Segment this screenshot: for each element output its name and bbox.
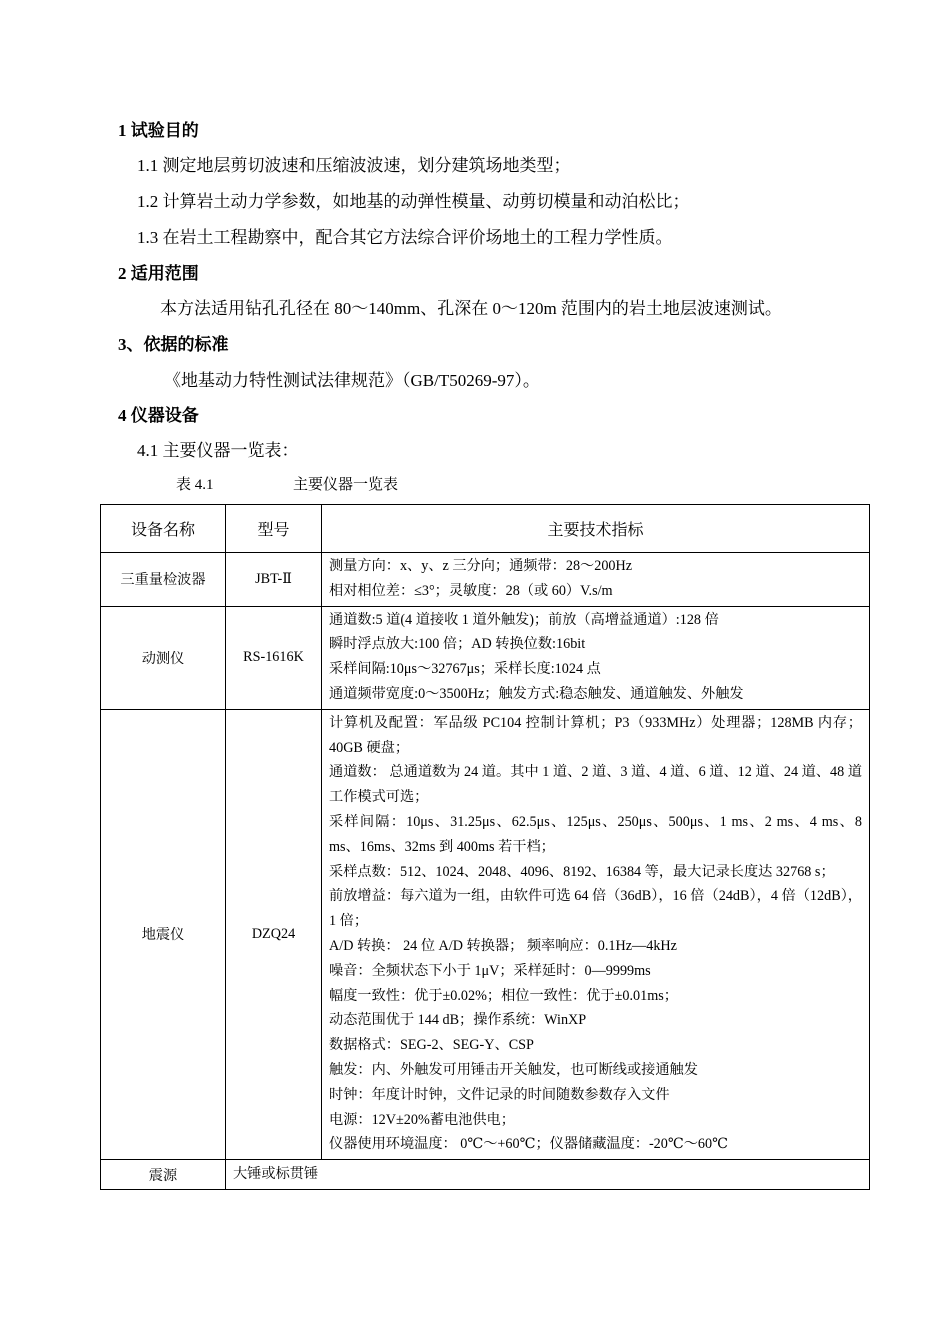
section-3-heading: 3、依据的标准: [118, 335, 229, 354]
equipment-name-cell: 震源: [101, 1160, 226, 1190]
equipment-table: [100, 504, 870, 1190]
section-3-text: 《地基动力特性测试法律规范》（GB/T50269-97）。: [164, 371, 540, 390]
table-row: [101, 1160, 870, 1190]
model-cell: DZQ24: [226, 709, 322, 1159]
spec-line: 计算机及配置：军品级 PC104 控制计算机；P3（933MHz）处理器；128MB 内存；40GB 硬盘；: [329, 714, 862, 756]
specs-cell: [322, 709, 870, 1159]
table-caption-number: 表 4.1: [176, 477, 214, 493]
spec-line: 通道数： 总通道数为 24 道。其中 1 道、2 道、3 道、4 道、6 道、12 道、24 道、48 道工作模式可选；: [329, 764, 862, 806]
specs-cell: [322, 553, 870, 607]
spec-line: 采样间隔:10μs～32767μs；采样长度:1024 点: [329, 661, 601, 678]
table-caption-title: 主要仪器一览表: [293, 477, 399, 493]
equipment-name-cell: 地震仪: [101, 709, 226, 1159]
spec-line: 幅度一致性：优于±0.02%；相位一致性：优于±0.01ms；: [329, 987, 678, 1004]
table-header-row: [101, 505, 870, 553]
equipment-name-cell: 三重量检波器: [101, 553, 226, 607]
header-model: 型号: [226, 505, 322, 553]
spec-line: 通道数:5 道(4 道接收 1 道外触发)；前放（高增益通道）:128 倍: [329, 611, 719, 628]
section-4-heading: 4 仪器设备: [118, 406, 199, 425]
spec-line: 测量方向：x、y、z 三分向；通频带：28～200Hz: [329, 558, 633, 574]
spec-line: 采样点数：512、1024、2048、4096、8192、16384 等，最大记录长度达 32768 s；: [329, 863, 835, 880]
spec-line: A/D 转换： 24 位 A/D 转换器； 频率响应：0.1Hz—4kHz: [329, 937, 677, 954]
table-row: [101, 553, 870, 607]
spec-line: 数据格式：SEG-2、SEG-Y、CSP: [329, 1037, 534, 1054]
spec-line: 触发：内、外触发可用锤击开关触发，也可断线或接通触发: [329, 1061, 698, 1078]
section-2-heading: 2 适用范围: [118, 264, 199, 283]
table-row: [101, 709, 870, 1159]
spec-line: 通道频带宽度:0～3500Hz；触发方式:稳态触发、通道触发、外触发: [329, 685, 744, 702]
header-equipment-name: 设备名称: [101, 505, 226, 553]
specs-cell: [322, 606, 870, 709]
source-value-cell: 大锤或标贯锤: [226, 1160, 870, 1190]
spec-line: 瞬时浮点放大:100 倍；AD 转换位数:16bit: [329, 636, 586, 653]
header-specs: 主要技术指标: [322, 505, 870, 553]
table-row: [101, 606, 870, 709]
spec-line: 仪器使用环境温度： 0℃～+60℃；仪器储藏温度：-20℃～60℃: [329, 1136, 728, 1153]
model-cell: RS-1616K: [226, 606, 322, 709]
spec-line: 采样间隔：10μs、31.25μs、62.5μs、125μs、250μs、500μs、1 ms、2 ms、4 ms、8 ms、16ms、32ms 到 400ms 若干档；: [329, 813, 862, 855]
spec-line: 时钟：年度计时钟，文件记录的时间随数参数存入文件: [329, 1086, 670, 1103]
section-1-heading: 1 试验目的: [118, 121, 199, 140]
equipment-name-cell: 动测仪: [101, 606, 226, 709]
spec-line: 电源：12V±20%蓄电池供电；: [329, 1111, 515, 1128]
spec-line: 相对相位差：≤3°；灵敏度：28（或 60）V.s/m: [329, 582, 613, 599]
spec-line: 前放增益：每六道为一组，由软件可选 64 倍（36dB），16 倍（24dB），4 倍（12dB），1 倍；: [329, 888, 862, 930]
spec-line: 动态范围优于 144 dB；操作系统：WinXP: [329, 1012, 587, 1029]
model-cell: JBT-Ⅱ: [226, 553, 322, 607]
section-1-item-3: 1.3 在岩土工程勘察中，配合其它方法综合评价场地土的工程力学性质。: [137, 228, 673, 247]
section-2-text: 本方法适用钻孔孔径在 80～140mm、孔深在 0～120m 范围内的岩土地层波速测试。: [160, 299, 782, 318]
section-1-item-2: 1.2 计算岩土动力学参数，如地基的动弹性模量、动剪切模量和动泊松比；: [137, 192, 690, 211]
section-1-item-1: 1.1 测定地层剪切波速和压缩波波速，划分建筑场地类型；: [137, 156, 571, 175]
section-4-item-1: 4.1 主要仪器一览表：: [137, 441, 299, 460]
spec-line: 噪音：全频状态下小于 1μV；采样延时：0—9999ms: [329, 962, 651, 979]
